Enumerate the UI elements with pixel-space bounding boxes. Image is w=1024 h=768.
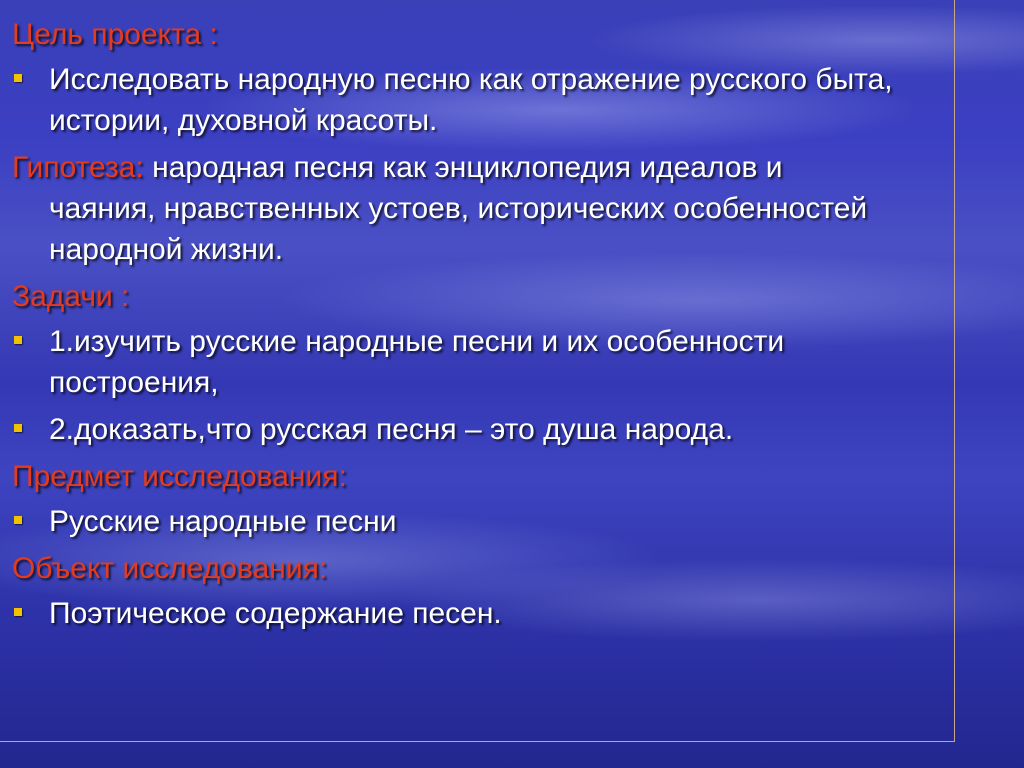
hypothesis-label: Гипотеза:: [12, 151, 144, 184]
bullet-square-icon: [14, 608, 22, 616]
object-bullet: [12, 593, 937, 634]
goal-bullet: [12, 59, 937, 141]
task-bullet-2: [12, 409, 937, 450]
subject-bullet-text: Русские народные песни: [49, 505, 397, 538]
task-bullet-2-text: 2.доказать,что русская песня – это душа народа.: [49, 413, 734, 446]
object-bullet-text: Поэтическое содержание песен.: [49, 597, 502, 630]
goal-bullet-text: Исследовать народную песню как отражение русского быта, истории, духовной красоты.: [49, 63, 893, 137]
object-heading: Объект исследования:: [12, 552, 328, 585]
hypothesis-continuation: чаяния, нравственных устоев, исторических особенностей народной жизни.: [49, 192, 868, 266]
task-bullet-1-text: 1.изучить русские народные песни и их особенности построения,: [49, 325, 785, 399]
tasks-heading: Задачи :: [12, 280, 130, 313]
bullet-square-icon: [14, 336, 22, 344]
bullet-square-icon: [14, 74, 22, 82]
subject-bullet: [12, 501, 937, 542]
hypothesis-text-line1: народная песня как энциклопедия идеалов и: [152, 151, 783, 184]
task-bullet-1: [12, 321, 937, 403]
subject-heading: Предмет исследования:: [12, 460, 347, 493]
bullet-square-icon: [14, 424, 22, 432]
slide-content: [12, 14, 937, 634]
hypothesis-paragraph: [12, 147, 937, 188]
bullet-square-icon: [14, 516, 22, 524]
goal-heading: Цель проекта :: [12, 18, 218, 51]
